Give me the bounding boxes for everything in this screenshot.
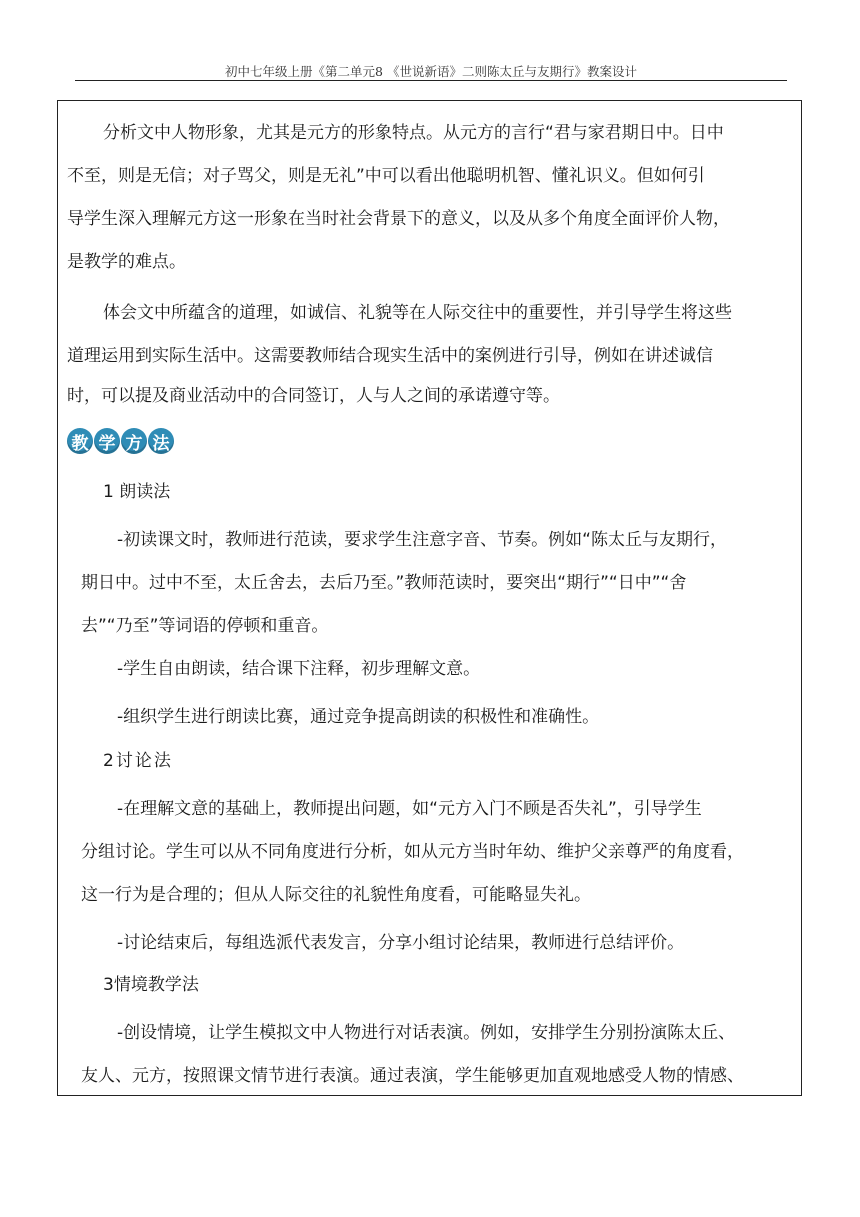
- method-heading: 3情境教学法: [103, 975, 199, 995]
- method-heading: 1 朗读法: [103, 482, 171, 502]
- paragraph-line: 是教学的难点。: [67, 252, 186, 272]
- paragraph-line: -初读课文时，教师进行范读，要求学生注意字音、节奏。例如“陈太丘与友期行，: [117, 530, 727, 550]
- badge-char: 学: [94, 428, 120, 454]
- paragraph-line: 导学生深入理解元方这一形象在当时社会背景下的意义，以及从多个角度全面评价人物，: [67, 209, 730, 229]
- page-header: 初中七年级上册《第二单元8 《世说新语》二则陈太丘与友期行》教案设计: [225, 64, 637, 79]
- paragraph-line: 体会文中所蕴含的道理，如诚信、礼貌等在人际交往中的重要性，并引导学生将这些: [103, 303, 732, 323]
- paragraph-line: 分组讨论。学生可以从不同角度进行分析，如从元方当时年幼、维护父亲尊严的角度看，: [81, 842, 744, 862]
- badge-char: 方: [121, 428, 147, 454]
- method-heading: 2讨论法: [103, 751, 173, 771]
- paragraph-line: 分析文中人物形象，尤其是元方的形象特点。从元方的言行“君与家君期日中。日中: [103, 123, 724, 143]
- paragraph-line: -讨论结束后，每组选派代表发言，分享小组讨论结果，教师进行总结评价。: [117, 933, 685, 953]
- paragraph-line: -创设情境，让学生模拟文中人物进行对话表演。例如，安排学生分别扮演陈太丘、: [117, 1023, 736, 1043]
- header-rule: [75, 80, 787, 81]
- paragraph-line: 道理运用到实际生活中。这需要教师结合现实生活中的案例进行引导，例如在讲述诚信: [67, 346, 713, 366]
- section-badge-teaching-methods: [67, 428, 175, 458]
- paragraph-line: 期日中。过中不至，太丘舍去，去后乃至。”教师范读时，要突出“期行”“日中”“舍: [81, 573, 687, 593]
- paragraph-line: 友人、元方，按照课文情节进行表演。通过表演，学生能够更加直观地感受人物的情感、: [81, 1066, 744, 1086]
- paragraph-line: -组织学生进行朗读比赛，通过竞争提高朗读的积极性和准确性。: [117, 707, 600, 727]
- paragraph-line: 时，可以提及商业活动中的合同签订，人与人之间的承诺遵守等。: [67, 386, 560, 406]
- paragraph-line: -学生自由朗读，结合课下注释，初步理解文意。: [117, 659, 481, 679]
- paragraph-line: 这一行为是合理的；但从人际交往的礼貌性角度看，可能略显失礼。: [81, 885, 591, 905]
- paragraph-line: -在理解文意的基础上，教师提出问题，如“元方入门不顾是否失礼”，引导学生: [117, 799, 702, 819]
- badge-char: 教: [67, 428, 93, 454]
- paragraph-line: 去”“乃至”等词语的停顿和重音。: [81, 616, 329, 636]
- badge-char: 法: [148, 428, 174, 454]
- paragraph-line: 不至，则是无信；对子骂父，则是无礼”中可以看出他聪明机智、懂礼识义。但如何引: [67, 166, 705, 186]
